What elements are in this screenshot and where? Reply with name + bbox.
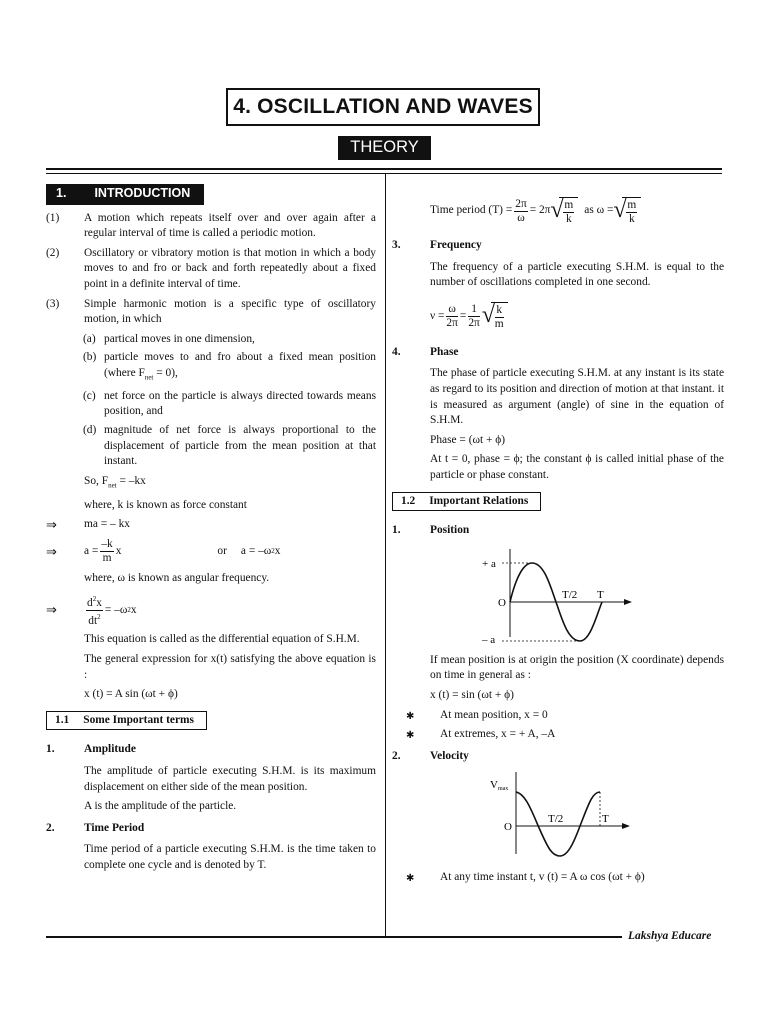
force-equation — [46, 474, 376, 494]
bullet-text: At any time instant t, v (t) = A ω cos (ωt + ϕ) — [440, 871, 645, 884]
condition-text: magnitude of net force is always proportional to the displacement of particle from the mean position at that instant. — [104, 424, 376, 468]
denominator: 2π — [446, 317, 458, 330]
eq-text: ma = – kx — [84, 518, 130, 531]
force-constant-note: where, k is known as force constant — [84, 498, 247, 511]
square-root — [613, 197, 641, 226]
position-sine-graph — [392, 545, 724, 645]
denominator: k — [566, 212, 572, 225]
column-divider — [385, 174, 386, 937]
point-number: (1) — [46, 211, 60, 224]
heading-number: 1. — [392, 524, 401, 537]
heading-text: Phase — [430, 345, 459, 358]
denominator: dt — [88, 614, 98, 627]
section-important-relations-heading — [392, 492, 541, 512]
numerator: ω — [448, 303, 456, 316]
section-introduction-heading — [46, 184, 204, 205]
fraction — [495, 304, 504, 331]
right-column — [392, 190, 724, 890]
eq-text: So, F — [84, 474, 109, 487]
frequency-equation — [392, 295, 724, 339]
time-period-definition: Time period of a particle executing S.H.M. is the time taken to complete one cycle and is denoted by T. — [84, 843, 376, 871]
phase-definition: The phase of particle executing S.H.M. at any instant is its state as regard to its position and direction of motion at that instant. it is measured as argument (angle) of sine in the equation of S.H.M. — [430, 367, 724, 427]
bullet-velocity — [392, 870, 724, 886]
shm-condition-b — [46, 350, 376, 385]
superscript: 2 — [92, 595, 97, 604]
position-description: If mean position is at origin the position (X coordinate) depends on time in general as : — [430, 653, 724, 682]
section-number: 1.2 — [401, 494, 416, 507]
condition-label: (d) — [83, 424, 97, 436]
position-heading — [392, 523, 724, 539]
theory-badge: THEORY — [338, 136, 431, 160]
condition-text: particle moves to and fro about a fixed mean position (where F — [104, 351, 376, 379]
eq-text: x — [115, 545, 122, 558]
bullet-text: At extremes, x = + A, –A — [440, 728, 556, 741]
page-title: 4. OSCILLATION AND WAVES — [233, 95, 533, 119]
eq-text: a = –ω — [240, 545, 272, 558]
heading-text: Position — [430, 524, 470, 537]
eq-text: = — [459, 309, 467, 322]
header-rule-thin — [46, 173, 722, 174]
general-expression-note: The general expression for x(t) satisfying the above equation is : — [84, 653, 376, 681]
numerator-x: x — [96, 596, 102, 609]
denominator: k — [628, 212, 635, 225]
radical-icon: √ — [613, 196, 627, 223]
eq-text: Time period (T) = — [430, 204, 513, 217]
label-minus-a: – a — [482, 633, 496, 645]
fraction — [626, 199, 637, 226]
numerator: k — [496, 304, 503, 317]
square-root — [482, 302, 508, 331]
heading-text: Velocity — [430, 749, 469, 762]
eq-text: = 2π — [529, 204, 551, 217]
fraction — [100, 538, 113, 565]
denominator: m — [494, 318, 504, 331]
square-root — [550, 197, 578, 226]
eq-text-end: = –kx — [116, 474, 146, 487]
title-box — [226, 88, 540, 126]
fraction — [86, 593, 103, 628]
label-vmax: Vmax — [490, 779, 509, 793]
denominator: 2π — [468, 317, 480, 330]
implies-arrow-icon: ⇒ — [46, 517, 57, 533]
or-text: or — [217, 545, 227, 558]
subscript: net — [144, 373, 154, 382]
point-number: (2) — [46, 246, 60, 259]
heading-number: 3. — [392, 239, 401, 251]
heading-text: Time Period — [84, 821, 145, 834]
eq-text: = –ω — [104, 603, 128, 616]
fraction — [563, 199, 574, 226]
implies-acceleration — [46, 533, 376, 571]
bullet-extremes — [392, 727, 724, 743]
point-number: (3) — [46, 297, 60, 310]
superscript: 2 — [271, 547, 275, 556]
bullet-text: At mean position, x = 0 — [440, 708, 548, 721]
eq-text: x — [130, 603, 137, 616]
angular-frequency-note: where, ω is known as angular frequency. — [84, 571, 270, 584]
label-period: T — [597, 588, 604, 601]
superscript: 2 — [97, 612, 101, 621]
intro-point-2 — [46, 246, 376, 293]
time-period-heading — [46, 821, 376, 837]
intro-point-3 — [46, 297, 376, 328]
superscript: 2 — [127, 605, 131, 614]
shm-condition-c — [46, 389, 376, 420]
heading-text: Amplitude — [84, 743, 136, 756]
section-important-terms-heading — [46, 711, 207, 731]
phase-equation: Phase = (ωt + ϕ) — [430, 433, 506, 446]
implies-arrow-icon: ⇒ — [46, 543, 57, 559]
numerator: m — [627, 198, 637, 211]
asterisk-bullet-icon: ✱ — [406, 873, 415, 885]
heading-number: 4. — [392, 345, 401, 358]
xt-equation: x (t) = A sin (ωt + ϕ) — [84, 688, 178, 701]
differential-note: This equation is called as the differential equation of S.H.M. — [84, 633, 360, 646]
heading-number: 2. — [46, 821, 55, 834]
phase-heading — [392, 345, 724, 361]
condition-text-end: = 0), — [153, 366, 178, 379]
x-axis-arrow-icon — [622, 823, 630, 829]
label-half-period: T/2 — [548, 813, 564, 826]
section-label: Important Relations — [429, 494, 529, 507]
numerator: 2π — [515, 197, 527, 210]
footer-brand: Lakshya Educare — [628, 930, 712, 942]
section-label: INTRODUCTION — [94, 186, 191, 200]
label-period: T — [602, 813, 609, 826]
point-text: Oscillatory or vibratory motion is that motion in which a body moves to and fro or back and forth repeatedly about a fixed point in a definite interval of time. — [84, 246, 376, 290]
numerator: m — [564, 198, 574, 211]
shm-condition-a — [46, 332, 376, 348]
point-text: A motion which repeats itself over and over again after a regular interval of time is called a periodic motion. — [84, 211, 376, 240]
left-column — [46, 184, 376, 878]
denominator: ω — [517, 211, 525, 224]
amplitude-note: A is the amplitude of the particle. — [84, 800, 237, 813]
numerator: 1 — [468, 303, 479, 317]
intro-point-1 — [46, 211, 376, 242]
condition-text: partical moves in one dimension, — [104, 332, 255, 345]
condition-label: (c) — [83, 389, 96, 402]
fraction — [468, 303, 479, 330]
implies-ma — [46, 517, 376, 533]
label-origin: O — [504, 821, 512, 834]
eq-text: as ω = — [584, 204, 614, 217]
asterisk-bullet-icon: ✱ — [406, 730, 415, 742]
section-number: 1. — [56, 186, 67, 200]
header-rule-thick — [46, 168, 722, 170]
heading-number: 1. — [46, 743, 55, 756]
label-half-period: T/2 — [562, 588, 578, 601]
velocity-heading — [392, 749, 724, 765]
implies-differential — [46, 590, 376, 630]
bullet-mean-position — [392, 708, 724, 724]
condition-text: net force on the particle is always directed towards means position, and — [104, 389, 376, 418]
section-label: Some Important terms — [83, 713, 194, 726]
section-number: 1.1 — [55, 713, 70, 726]
numerator: d — [87, 596, 93, 609]
heading-number: 2. — [392, 749, 401, 762]
label-origin: O — [498, 596, 506, 609]
frequency-heading — [392, 238, 724, 254]
eq-text: a = — [84, 545, 99, 558]
shm-condition-d — [46, 423, 376, 470]
amplitude-heading — [46, 742, 376, 758]
label-plus-a: + a — [482, 557, 496, 570]
asterisk-bullet-icon: ✱ — [406, 710, 415, 722]
fraction — [514, 198, 527, 225]
point-text: Simple harmonic motion is a specific type of oscillatory motion, in which — [84, 297, 376, 326]
frequency-definition: The frequency of a particle executing S.H.M. is equal to the number of oscillations completed in one second. — [430, 260, 724, 289]
time-period-equation — [392, 190, 724, 232]
condition-label: (b) — [83, 351, 97, 364]
footer-rule — [46, 936, 622, 938]
denominator: m — [102, 552, 112, 565]
subscript: net — [108, 481, 117, 490]
condition-label: (a) — [83, 332, 96, 345]
fraction — [446, 303, 457, 330]
x-axis-arrow-icon — [624, 599, 632, 605]
radical-icon: √ — [481, 302, 495, 329]
implies-arrow-icon: ⇒ — [46, 602, 57, 618]
eq-text: x — [274, 545, 281, 558]
radical-icon: √ — [550, 196, 564, 223]
velocity-cosine-graph — [392, 770, 724, 862]
amplitude-definition: The amplitude of particle executing S.H.M. is its maximum displacement on either side of the mean position. — [84, 765, 376, 793]
numerator: –k — [101, 538, 113, 551]
position-equation: x (t) = sin (ωt + ϕ) — [430, 688, 514, 701]
eq-text: ν = — [430, 309, 445, 322]
phase-initial-note: At t = 0, phase = ϕ; the constant ϕ is called initial phase of the particle or phase constant. — [430, 453, 724, 481]
heading-text: Frequency — [430, 239, 482, 251]
